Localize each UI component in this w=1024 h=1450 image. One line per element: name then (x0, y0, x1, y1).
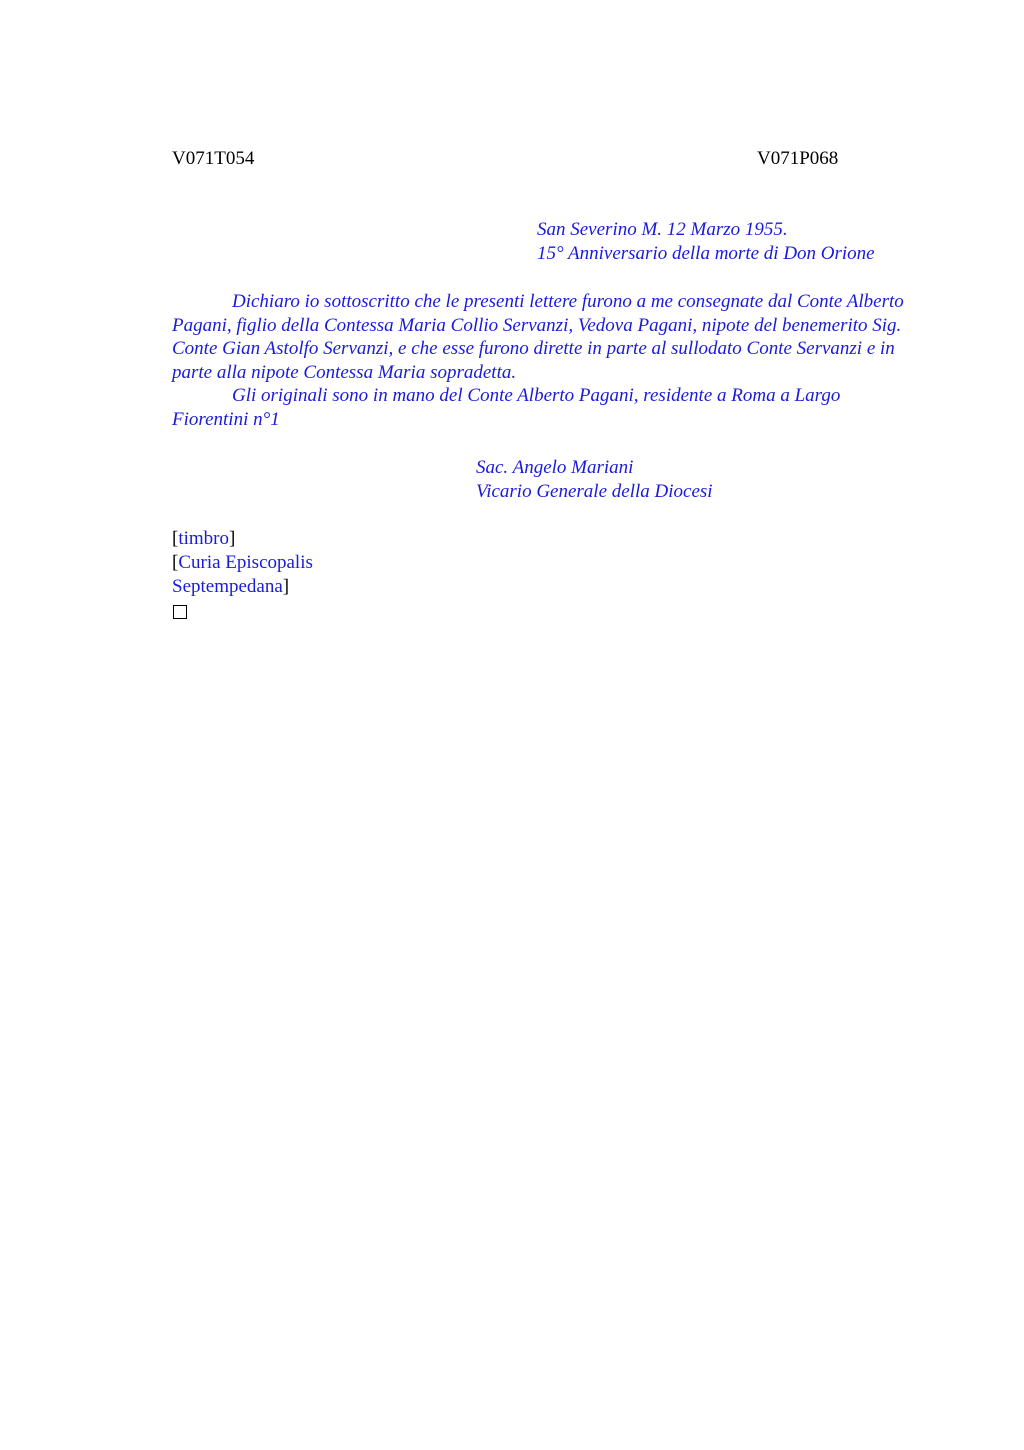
anniversary-line: 15° Anniversario della morte di Don Orione (537, 243, 875, 264)
declaration-paragraph-2: Gli originali sono in mano del Conte Alberto Pagani, residente a Roma a Largo Fiorentini n°1 (172, 385, 841, 430)
bracket-open: [ (172, 528, 179, 549)
declaration-body (172, 290, 907, 432)
stamp-note (172, 527, 313, 626)
bracket-open: [ (172, 552, 179, 573)
right-archive-code: V071P068 (757, 148, 839, 169)
stamp-text-1: Curia Episcopalis (178, 552, 313, 573)
bracket-close: ] (229, 528, 236, 549)
stamp-text-line-2 (172, 575, 313, 599)
stamp-text-line-1 (172, 551, 313, 575)
stamp-text-2: Septempedana (172, 576, 283, 597)
checkbox-icon (173, 605, 187, 619)
dateline (537, 218, 875, 266)
bracket-close: ] (282, 576, 290, 597)
stamp-label-line (172, 527, 313, 551)
signature-block (476, 456, 713, 504)
place-date: San Severino M. 12 Marzo 1955. (537, 219, 788, 240)
declaration-paragraph-1: Dichiaro io sottoscritto che le presenti lettere furono a me consegnate dal Conte Alberto Pagani, figlio della Contessa Maria Collio Servanzi, Vedova Pagani, nipote del benemerito Sig. Conte Gian Astolfo Servanzi, e che esse furono dirette in parte al sullodato Conte Servanzi e in parte alla nipote Contessa Maria sopradetta. (172, 291, 904, 383)
left-archive-code: V071T054 (172, 148, 255, 169)
signatory-title: Vicario Generale della Diocesi (476, 481, 713, 502)
stamp-label: timbro (178, 528, 229, 549)
signatory-name: Sac. Angelo Mariani (476, 457, 634, 478)
